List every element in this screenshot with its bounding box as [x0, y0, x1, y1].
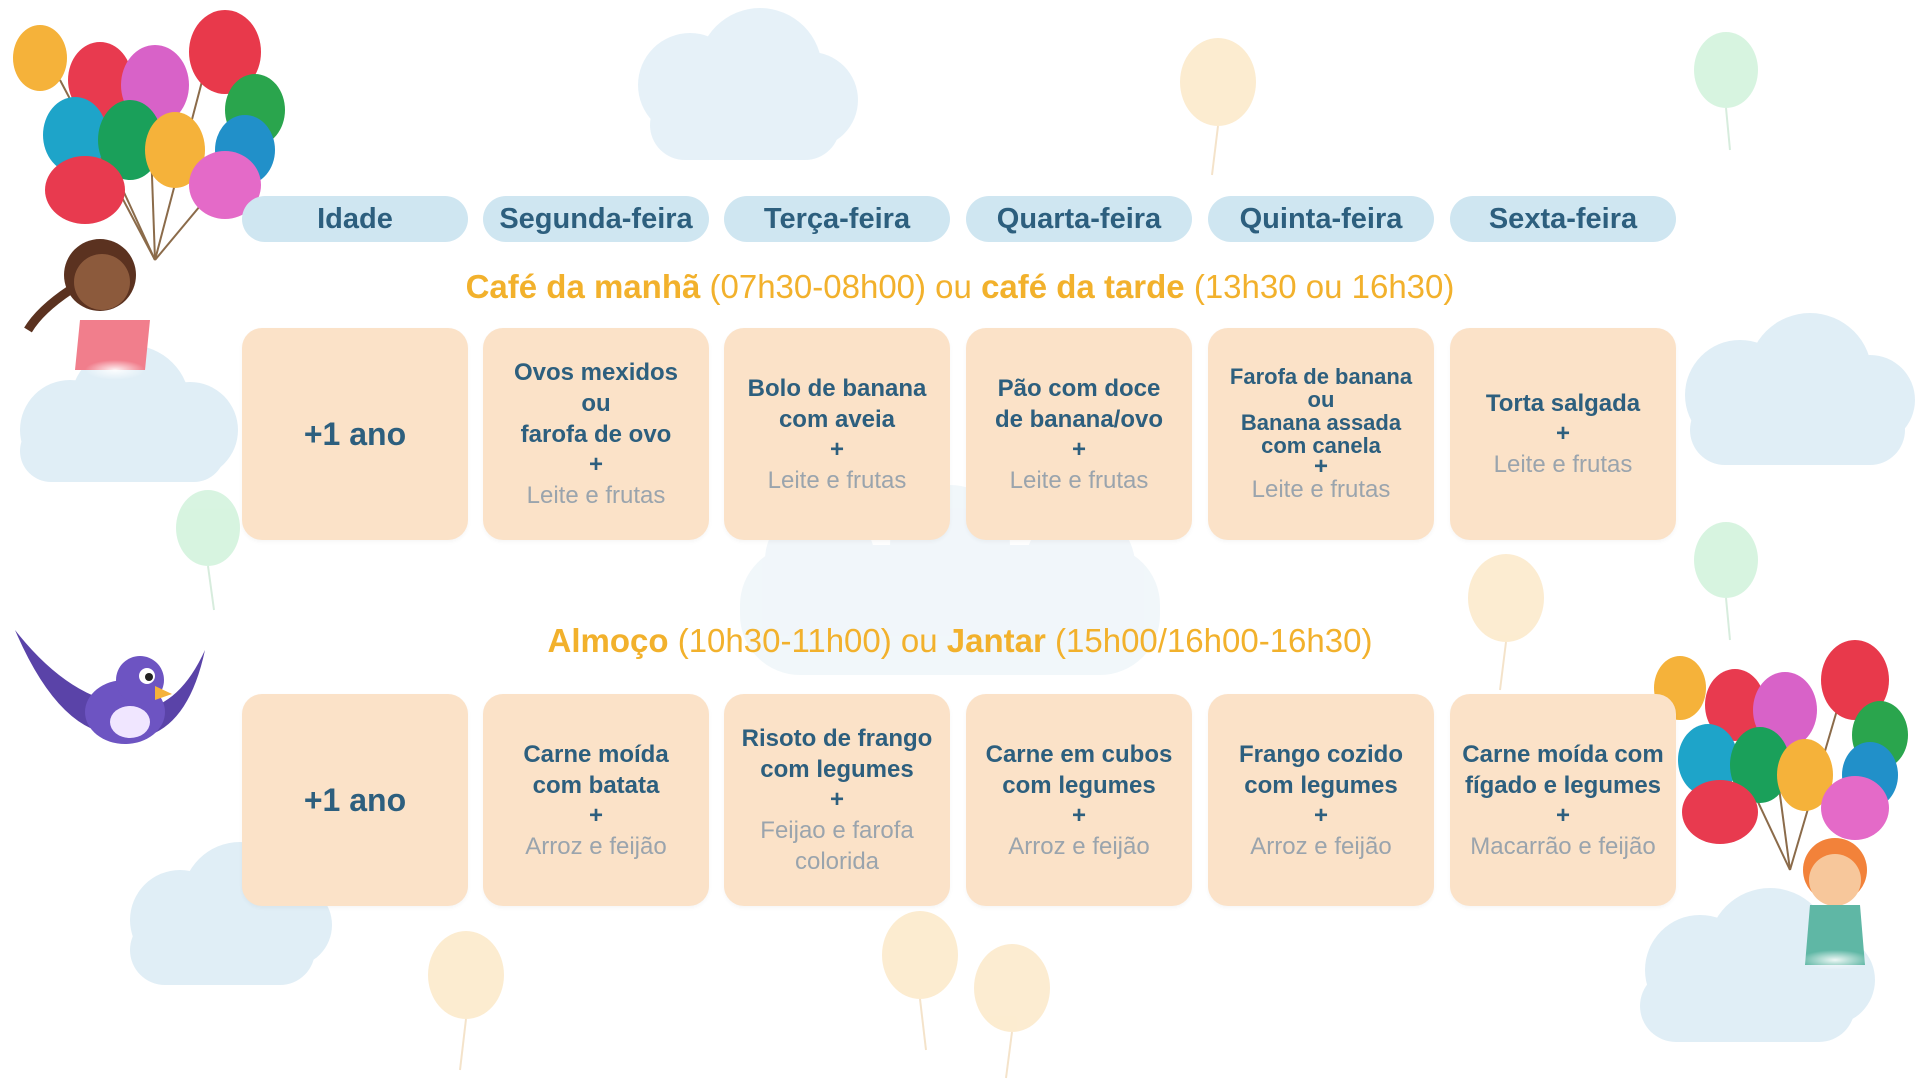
header-thursday: Quinta-feira [1208, 196, 1434, 242]
meal-side: Leite e frutas [526, 482, 666, 509]
cloud-icon [1685, 313, 1915, 465]
meal-main: Risoto de frango com legumes [741, 725, 933, 783]
meal-main: Carne em cubos com legumes [985, 740, 1173, 799]
lunch-title-time-2: (15h00/16h00-16h30) [1045, 622, 1373, 659]
meal-plus: + [1313, 801, 1328, 829]
meal-plus: + [829, 435, 844, 463]
meal-side: Leite e frutas [767, 466, 907, 494]
lunch-friday-card [1450, 694, 1676, 906]
meal-main: Frango cozido com legumes [1239, 740, 1403, 799]
balloon-icon [882, 911, 958, 1050]
age-label: +1 ano [303, 781, 407, 818]
breakfast-title-bold-1: Café da manhã [465, 268, 701, 305]
meal-main: Carne moída com batata [523, 740, 669, 799]
lunch-monday-card [483, 694, 709, 906]
lunch-tuesday-card [724, 694, 950, 906]
breakfast-tuesday-card [724, 328, 950, 540]
header-wednesday: Quarta-feira [966, 196, 1192, 242]
balloons-bunch-icon [1654, 640, 1908, 870]
balloon-icon [428, 931, 504, 1070]
meal-main: Farofa de banana ou Banana assada com canela [1229, 364, 1413, 458]
meal-side: Leite e frutas [1493, 451, 1633, 478]
meal-plus: + [1313, 453, 1328, 480]
breakfast-title [0, 268, 1920, 306]
meal-main: Torta salgada [1485, 390, 1641, 417]
meal-side: Arroz e feijão [1250, 832, 1392, 860]
meal-plus: + [588, 801, 603, 829]
breakfast-wednesday-card [966, 328, 1192, 540]
header-age: Idade [242, 196, 468, 242]
lunch-title-bold-2: Jantar [946, 622, 1046, 659]
lunch-title [0, 622, 1920, 660]
meal-plus: + [1555, 420, 1570, 447]
meal-side: Leite e frutas [1009, 466, 1149, 494]
meal-plus: + [588, 451, 603, 478]
breakfast-title-time-2: (13h30 ou 16h30) [1184, 268, 1455, 305]
meal-side: Arroz e feijão [525, 832, 667, 860]
header-monday: Segunda-feira [483, 196, 709, 242]
balloon-icon [176, 490, 240, 610]
meal-main: Ovos mexidos ou farofa de ovo [513, 359, 679, 448]
meal-main: Pão com doce de banana/ovo [994, 374, 1164, 433]
lunch-thursday-card [1208, 694, 1434, 906]
meal-side: Leite e frutas [1251, 476, 1391, 503]
balloon-icon [1180, 38, 1256, 175]
breakfast-monday-card [483, 328, 709, 540]
breakfast-title-bold-2: café da tarde [981, 268, 1185, 305]
header-friday: Sexta-feira [1450, 196, 1676, 242]
girl-character-icon [28, 239, 150, 380]
meal-side: Arroz e feijão [1008, 832, 1150, 860]
meal-side: Feijao e farofa colorida [760, 817, 914, 875]
age-label: +1 ano [303, 415, 407, 452]
meal-side: Macarrão e feijão [1470, 832, 1656, 860]
breakfast-thursday-card [1208, 328, 1434, 540]
lunch-title-bold-1: Almoço [547, 622, 669, 659]
breakfast-friday-card [1450, 328, 1676, 540]
meal-plus: + [1071, 801, 1086, 829]
breakfast-title-time-1: (07h30-08h00) ou [700, 268, 982, 305]
meal-plus: + [1555, 801, 1570, 829]
lunch-title-time-1: (10h30-11h00) ou [668, 622, 947, 659]
meal-plus: + [1071, 435, 1086, 463]
balloon-icon [974, 944, 1050, 1078]
lunch-age-card [242, 694, 468, 906]
lunch-wednesday-card [966, 694, 1192, 906]
cloud-icon [638, 8, 858, 160]
breakfast-age-card [242, 328, 468, 540]
balloon-icon [1694, 32, 1758, 150]
meal-plus: + [829, 786, 844, 813]
meal-main: Bolo de banana com aveia [747, 374, 927, 433]
meal-main: Carne moída com fígado e legumes [1462, 740, 1664, 799]
header-tuesday: Terça-feira [724, 196, 950, 242]
